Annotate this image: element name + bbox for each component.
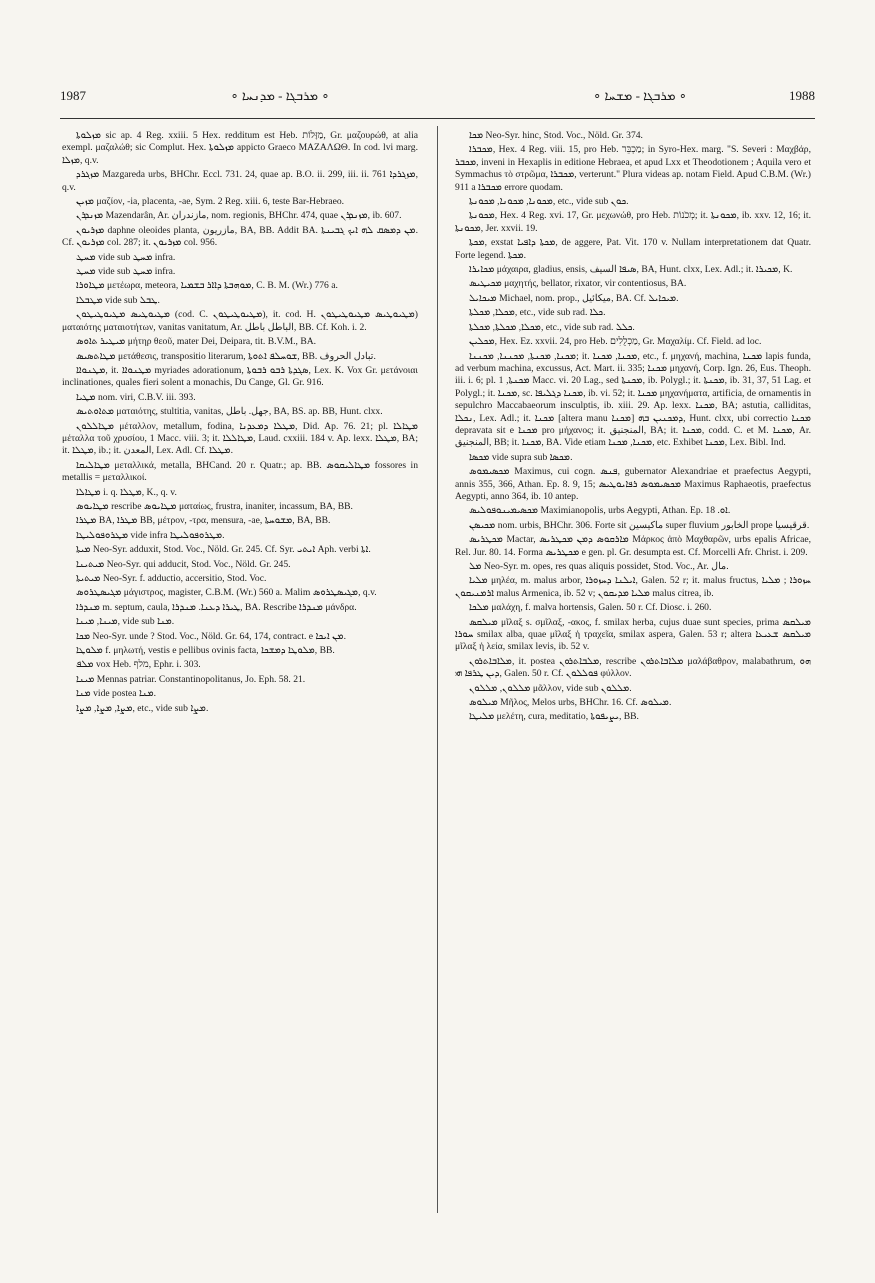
dictionary-entry: ܡܠܟܐ μαλάχη, f. malva hortensis, Galen. 50 r. Cf. Diosc. i. 260. [469,602,712,614]
dictionary-entry: ܡܠܦ vox Heb. מלף, Ephr. i. 303. [76,659,201,671]
dictionary-entry: ܡܨܐ, ܡܨܐ, ܡܨܐ, etc., vide sub ܡܨܐ. [76,702,209,714]
dictionary-entry: ܡܚܛ vide sub ܡܚܛ infra. [76,251,176,263]
left-running-title: ∘ ܡܪܒܓܐ - ܡܕܢܚܐ ∘ [230,88,330,103]
dictionary-entry: ܡܙܪܝܘܢ daphne oleoides planta, مازريون, BA, BB. Addit BA. ܡܢ ܕܡܣܩ ܠܗ ܐܝܟ ܓܒܝܢܬܐ. Cf. ܡܙܪܝܘܢ col. 287; it. ܡܙܪܝܘܢ col. 956. [62,224,418,249]
dictionary-entry: ܡܛܪܘܦܘܠܝܛܐ vide infra ܡܛܪܘܦܘܠܝܛܐ. [76,529,225,541]
left-page-number: 1987 [60,88,86,103]
dictionary-entry: ܡܟܘܢܐ, ܡܟܘܢܐ, ܡܟܘܢܬܐ, etc., vide sub ܟܘܢ. [469,196,629,208]
dictionary-entry: ܡܬܐܘܬܝܣ ματαιότης, stultitia, vanitas, جهل. باطل, BA, BS. ap. BB, Hunt. clxx. [76,406,383,418]
dictionary-entry: ܡܟܠܐ, ܡܟܠܬܐ, etc., vide sub rad. ܟܠܐ. [469,307,606,319]
dictionary-entry: ܡܛܐܠܠܘܢ μέταλλον, metallum, fodina, ܡܛܠܐ ܕܡܥܕܢܐ, Did. Ap. 76. 21; pl. ܡܛܐܠܐ μέταλλα τοῦ χρυσίου, 1 Macc. viii. 3; it. ܡܛܐܠܠܐ, Laud. cxxiii. 184 v. Ap. lexx. ܡܛܠܐ, BA; it. ܡܛܠܐ, ib.; it. المعدن, Lex. Adl. Cf. ܡܛܠܐ. [62,420,418,457]
dictionary-entry: ܡܝܬܐ Neo-Syr. adduxit, Stod. Voc., Nöld. Gr. 245. Cf. Syr. ܐܝܬܝ Aph. verbi ܐܬܐ. [76,544,371,556]
dictionary-entry: ܡܙܠܘܬܐ sic ap. 4 Reg. xxiii. 5 Hex. redditum est Heb. מַזָּלוֹת, Gr. μαζουρώθ, at alia exempl. μαζαλώθ; sic Complut. Hex. ܡܙܠܘܬܐ appicto Graeco ΜΑΖΑΛΩΘ. In cod. lvi marg. ܡܙܠܐ, q.v. [62,130,418,166]
dictionary-entry: ܡܝܠܩܣ μῖλαξ s. σμῖλαξ, -ακος, f. smilax herba, cujus duae sunt species, prima ܡܝܠܩܣ ܚܘܪܐ smilax alba, quae μῖλαξ ἡ τραχεῖα, smilax aspera, Galen. 53 r; altera ܡܝܠܩܣ ܫܥܝܥܐ μῖλαξ ἡ λεία, smilax levis, ib. 52 v. [455,616,812,653]
dictionary-entry: ܡܝܬܝܢܐ Neo-Syr. qui adducit, Stod. Voc., Nöld. Gr. 245. [76,558,291,570]
dictionary-entry: ܡܟܠܝܢ, Hex. Ez. xxvii. 24, pro Heb. מַכְלֻלִים, Gr. Μαχαλίμ. Cf. Field. ad loc. [469,336,762,348]
dictionary-entry: ܡܟܣܝܡܘܣ Maximus, cui cogn. ܦܢܣ, gubernator Alexandriae et praefectus Aegypti, annis 355, 366, Athan. Ep. 8. 9, 15; ܡܟܣܝܡܘܣ ܪܦܐܝܘܛܝܣ Maximus Raphaeotis, praefectus Aegypti, anno 364, ib. 10 antep. [455,466,811,502]
right-running-title: ∘ ܡܪܒܓܐ - ܡܫܚܐ ∘ [593,88,687,103]
page-header [60,88,815,108]
dictionary-entry: ܡܠܝܐ μηλέα, m. malus arbor, ܐܝܠܢܐ ܕܚܙܘܪܐ, Galen. 52 r; it. malus fructus, ܚܙܘܪܐ ; ܡܠܝܐ ܐܪܡܢܝܩܘܢ malus Armenica, ib. 52 v; ܡܠܝܐ ܡܕܝܩܘܢ malus citrea, ib. [455,575,811,599]
dictionary-entry: ܡܛܝܐ nom. viri, C.B.V. iii. 393. [76,391,196,403]
column-divider [437,126,438,1213]
dictionary-entry: ܡܠ Neo-Syr. m. opes, res quas aliquis possidet, Stod. Voc., Ar. مال. [469,561,729,572]
dictionary-entry: ܡܟܛܪܝܣ Mactar, ܡܐܪܩܘܣ ܕܡܢ ܡܟܛܪܝܣ Μάρκος ἀπὸ Μαχθαρῶν, urbs epalis Africae, Rel. Jur. 80. 14. Forma ܡܟܛܪܝܣ e gen. pl. Gr. desumpta est. Cf. Morcelli Afr. Christ. i. 209. [455,534,811,558]
dictionary-entry: ܡܙܓܪܕ Mazgareda urbs, BHChr. Eccl. 731. 24, quae ap. B.O. ii. 299, iii. ii. 761 ܡܙܓܪܕܐ, q.v. [62,169,418,193]
dictionary-entry: ܡܙܢܕܪܢ Mazendarân, Ar. مازندران, nom. regionis, BHChr. 474, quae ܡܙܢܕܪܢ, ib. 607. [76,210,402,222]
dictionary-entry: ܡܝܢܐ, ܡܝܢܐ, vide sub ܡܢܐ. [76,616,175,628]
header-rule [60,118,815,119]
dictionary-entry: ܡܢܐ vide postea ܡܢܐ. [76,688,157,700]
dictionary-entry: ܡܠܠܘܢ, ܡܠܠܘܢ μᾶλλον, vide sub ܡܠܠܘܢ. [469,682,632,694]
dictionary-entry: ܡܟܒܪܐ, Hex. 4 Reg. viii. 15, pro Heb. מַכְבֵּר; in Syro-Hex. marg. "S. Severi : Μαχβάρ, ܡܟܒܪ, inveni in Hexaplis in editione Hebraea, et apud Lxx et Theodotionem ; Aquila vero et Symmachus τὸ στρῶμα, ܡܟܒܪܐ, verterunt." Plura videas ap. notam Field. Apud C.B.M. (Wr.) 911 a ܡܟܒܪܐ errore quodam. [455,144,811,193]
dictionary-entry: ܡܟܝܣܢ nom. urbis, BHChr. 306. Forte sit ماكيسين super fluvium الخابور prope قرقيسيا. [469,519,810,531]
dictionary-entry: ܡܟܣܐ vide supra sub ܡܟܣܐ. [469,451,573,463]
dictionary-entry: ܡܛܐܬܣܝܣ μετάθεσις, transpositio literarum, ܫܘܚܠܦ ܐܬܘܬܐ, BB. تبادل الحروف. [76,350,376,362]
dictionary-entry: ܡܠܝܛܐ μελέτη, cura, meditatio, ܝܨܝܦܘܬܐ, BB. [469,711,639,723]
dictionary-entry: ܡܟܘܢܬܐ, Hex. 4 Reg. xvi. 17, Gr. μεχωνώθ, pro Heb. מְכֹנוֹת; it. ܡܟܘܢܬܐ, ib. xxv. 12, 16; it. ܡܟܘܢܬܐ, Jer. xxvii. 19. [455,210,811,234]
dictionary-entry: ܡܟܐܝܪܐ μάχαιρα, gladius, ensis, ܣܝܦܐ السيف, BA, Hunt. clxx, Lex. Adl.; it. ܡܟܝܪܐ, K. [469,264,793,276]
dictionary-entry: ܡܝܟܐܝܠ Michael, nom. prop., ميكائيل, BA. Cf. ܡܝܟܐܝܠ. [469,292,679,304]
dictionary-entry: ܡܛܒܠܐ vide sub ܛܒܠ. [76,294,160,306]
dictionary-entry: ܡܝܠܘܣ Μῆλος, Melos urbs, BHChr. 16. Cf. ܡܝܠܘܣ. [469,697,672,709]
dictionary-entry: ܡܢܕܪܐ m. septum, caula, ܛܝܪܐ ܕܥܢܐ. ܡܢܕܪܐ, BA. Rescribe ܡܢܕܪܐ μάνδρα. [76,601,357,613]
right-page-number: 1988 [789,88,815,103]
dictionary-entry: ܡܛܢܘܐܐ, it. ܡܛܢܘܐܐ myriades adorationum, ܣܓܕܬܐ ܪܒܘ ܪܒܘܬܐ, Lex. K. Vox Gr. μετάνοιαι inclinationes, quales fieri solent a monachis, Du Cange, Gl. Gr. 916. [62,364,418,389]
dictionary-entry: ܡܟܐ Neo-Syr. unde ? Stod. Voc., Nöld. Gr. 64, 174, contract. e ܡܢ ܐܝܟܐ. [76,630,346,642]
dictionary-entry: ܡܟܝܛܝܣ μαχητής, bellator, rixator, vir contentiosus, BA. [469,278,687,290]
dictionary-entry: ܡܛܐܝܘܣ rescribe ܡܛܐܝܘܣ ματαίως, frustra, inaniter, incassum, BA, BB. [76,500,353,512]
dictionary-entry: ܡܛܝܘܛܝܣ ܡܛܝܘܛܝܛܘܢ (cod. C. ܡܛܝܘܛܝܛܘܢ), it. cod. H. ܡܛܝܘܛܝܣ ܡܛܝܘܛܝܛܘܢ) ματαιότης ματαιοτήτων, vanitas vanitatum, Ar. الباطل باطل, BB. Cf. Koh. i. 2. [62,309,418,333]
right-column [455,130,811,726]
dictionary-entry: ܡܠܐܒܐܬܪܘܢ, it. postea ܡܠܒܐܬܪܘܢ, rescribe ܡܠܐܒܐܬܪܘܢ μαλάβαθρον, malabathrum, ܗܘ ܕܝܢ ܛܪܦܐ ܗܝ, Galen. 50 r. Cf. ܦܘܠܠܘܢ φύλλον. [455,655,811,680]
dictionary-entry: ܡܝܛܝܪ ܬܐܘܣ μήτηρ θεοῦ, mater Dei, Deipara, tit. B.V.M., BA. [76,336,317,348]
dictionary-entry: ܡܟܬܐ, exstat ܡܟܬܐ ܕܐܦܝܐ, de aggere, Pat. Vit. 170 v. Nullam interpretationem dat Quatr. Forte legend. ܡܟܬܐ. [455,237,811,261]
dictionary-entry: ܡܟܠܐ, ܡܟܠܬܐ, ܡܟܠܬܐ, etc., vide sub rad. ܟܠܠ. [469,321,635,333]
dictionary-entry: ܡܛܐܠܝܩܐ μεταλλικά, metalla, BHCand. 20 r. Quatr.; ap. BB. ܡܛܐܠܝܩܘܣ fossores in metallis = μεταλλικοί. [62,459,419,484]
dictionary-entry: ܡܙܝܢ μαζίον, -ia, placenta, -ae, Sym. 2 Reg. xiii. 6, teste Bar-Hebraeo. [76,196,345,208]
dictionary-entry: ܡܛܪܐ BA, ܡܛܪܐ BB, μέτρον, -τρα, mensura, -ae, ܡܫܘܚܬܐ, BA, BB. [76,515,331,527]
dictionary-entry: ܡܟܣܝܡܝܢܘܦܘܠܝܣ Maximianopolis, urbs Aegypti, Athan. Ep. ܐܘ. 18. [469,505,731,517]
dictionary-entry: ܡܛܐܠܐ i. q. ܡܛܠܐ, K., q. v. [76,486,177,498]
dictionary-entry: ܡܛܐܘܪܐ μετέωρα, meteora, ܡܘܗܒܬܐ ܕܐܐܪ ܒܫܡܝܐ, C. B. M. (Wr.) 776 a. [76,280,338,292]
dictionary-entry: ܡܠܘܛܐ f. μηλωτή, vestis e pellibus ovinis facta, ܡܠܘܛܐ ܕܡܫܟܐ, BB. [76,645,335,657]
left-column [62,130,418,717]
dictionary-entry: ܡܟܐ Neo-Syr. hinc, Stod. Voc., Nöld. Gr. 374. [469,130,643,141]
dictionary-entry: ܡܚܛ vide sub ܡܚܛ infra. [76,266,176,278]
dictionary-entry: ܡܟܢܐ, ܡܟܢܬܐ, ܡܟܢܢܐ, ܡܟܢܢܐ; it. ܡܟܢܐ, ܡܟܢܐ, etc., f. μηχανή, machina, ܡܟܢܐ lapis funda, ad verbum machina, excussus, Act. Mart. ii. 335; ܡܟܢܐ μηχανή, Corp. Ign. 26, Eus. Theoph. iii. i. 6; pl. ܡܟܢܬܐ, 1 Macc. vi. 20 Lag., sed ܡܟܢܬܐ, ib. Polygl.; it. ܡܟܢܬܐ, ib. 31, 37, 51 Lag. et Polygl.; it. ܡܟܢܐ, sc. ܡܟܢܐ ܕܓܠܝܦܐ, ib. vi. 52; it. ܡܟܢܐ μηχανήματα, artificia, de ornamentis in sepulchro Maccabaeorum insculptis, ib. xiii. 29. Ap. lexx. ܡܟܢܐ, BA; astutia, calliditas, ܢܟܠܐ, Lex. Adl.; it. ܡܟܢܐ [altera manu ܡܟܢܐ] ܕܡܟܢܝܢ ܒܗ, Hunt. clxx, ubi correctio ܡܟܢܐ depravata sit e ܡܟܢܐ pro μήχανος; it. المنجنيق, BA; it. ܡܟܢܐ, codd. C. et M. ܡܟܢܐ, Ar. المنجنيق, BB; it. ܡܟܢܐ, BA. Vide etiam ܡܟܢܐ, ܡܟܢܐ, etc. Exhibet ܡܟܢܐ, Lex. Bibl. Ind. [455,350,812,449]
dictionary-entry: ܡܝܬܝܬܐ Neo-Syr. f. adductio, accersitio, Stod. Voc. [76,573,267,584]
dictionary-entry: ܡܝܢܐ Mennas patriar. Constantinopolitanus, Jo. Eph. 58. 21. [76,673,306,685]
dictionary-entry: ܡܓܝܣܛܪܘܣ μάγιστρος, magister, C.B.M. (Wr.) 560 a. Malim ܡܓܝܣܛܪܘܣ, q.v. [76,587,377,599]
